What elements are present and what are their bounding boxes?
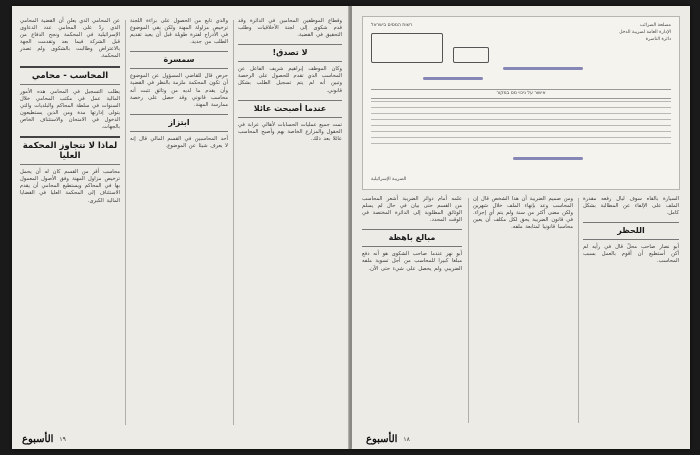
document-stamp (453, 47, 489, 63)
article-paragraph: وقطاع الموظفين المحامين في الدائرة وقد قدم شكوى إلى لجنة الأخلاقيات وطلب التحقيق في القضية. (238, 18, 342, 39)
article-paragraph: السيارة بالقاه سوف ليال رفعه مقدرة الملف على الإلفاء عن المطالبة بشكل كامل. (583, 196, 679, 217)
right-page-column-2 (473, 196, 573, 231)
left-page (12, 6, 350, 449)
section-heading: لماذا لا تتجاوز المحكمة العليا (20, 136, 120, 165)
column-divider (125, 20, 126, 425)
document-reference: רשות המסים בישראל (371, 23, 413, 28)
right-page-column-3 (583, 196, 679, 266)
left-page-column-2 (130, 18, 228, 150)
document-stamp (371, 33, 443, 63)
left-page-column-1 (20, 18, 120, 205)
right-page (352, 6, 690, 449)
handwritten-signature (513, 157, 583, 160)
article-paragraph: في قانون الضريبة يحق لكل مكلف أن يعين محاسبا قانونيا لمتابعة ملفه. (473, 217, 573, 231)
handwritten-signature (423, 77, 483, 80)
column-divider (578, 198, 579, 423)
right-page-footer (366, 433, 410, 445)
section-heading: سمسرة (130, 51, 228, 69)
section-heading: المحاسب - محامي (20, 66, 120, 85)
article-paragraph: عن المحامي الذي يعلن أن القضية المحامي الذي ردّ على المحامي عدد الدعاوى الإسرائيلية في المحكمة ونجح الدفاع من قبل الشركة فيما بعد وتقدمت الجهة بالاعتراض وطالبت بالشكوى ولم تصدر المحكمة. (20, 18, 120, 60)
magazine-masthead: الأسبوع (366, 433, 398, 445)
article-paragraph: تمت جميع عمليات الحسابات لأهالي عرابة في الحقول والمزارع الخاصة بهم وأصبح المحاسب عائلا بعد ذلك. (238, 121, 342, 142)
page-number: ١٩ (59, 435, 66, 443)
document-header-line: مصلحة الضرائب (639, 23, 671, 28)
magazine-masthead: الأسبوع (22, 433, 54, 445)
article-paragraph: ومن صميم الضريبة أن هذا الشخص قال إن المحاسب وعد بإنهاء الملف خلال شهرين ولكن مضى أكثر من سنة ولم يتم أي إجراء. (473, 196, 573, 217)
column-divider (233, 20, 234, 425)
right-page-column-1 (362, 196, 462, 273)
article-paragraph: علمه أمام دوائر الضريبة أشعر المحاسب من القسم حتى بيان في حال لم يسلم الوثائق المطلوبة إلى الدائرة المختصة في الوقت المحدد. (362, 196, 462, 224)
document-form-line: אישור על ניכוי מס במקור (371, 89, 671, 99)
article-paragraph: والذي تابع من الحصول على براءة اللجنة ترخيص مزاولة المهنة ولكن بقي الموضوع في الأدراج لفترة طويلة قبل أن يعيد تقديم الطلب من جديد. (130, 18, 228, 46)
section-heading: مبالغ باهظة (362, 229, 462, 247)
page-number: ١٨ (403, 435, 410, 443)
document-body-line (371, 101, 671, 149)
article-paragraph: حرص قال للقاضي المسؤول عن الموضوع أن تكون المحكمة ملزمة بالنظر في القضية وأن يقدم ما لديه من وثائق تثبت أنه محاسب قانوني وقد حصل على رخصة ممارسة المهنة. (130, 73, 228, 108)
article-paragraph: يطلب التسجيل في المحامي هذه الأمور المالية عمل في مكتب المحامي خلال السنوات في سلطة المحاكم والبلديات والتي يتولى إدارتها مدة ومن الذين يستطيعون الدخول في الامتحان والاستئناف الخاص بالجهات. (20, 88, 120, 131)
left-page-column-3 (238, 18, 342, 143)
article-paragraph: أبو نهر عندما صاحب الشكوى هو أنه دفع مبلغا كبيرا للمحاسب من أجل تسوية ملفه الضريبي ولم يحصل على شيء حتى الآن. (362, 251, 462, 272)
handwritten-signature (503, 67, 583, 70)
article-paragraph: أحد المحاسبين في القسم المالي قال إنه لا يعرف شيئا عن الموضوع. (130, 135, 228, 149)
document-photo (362, 16, 680, 190)
column-divider (468, 198, 469, 423)
document-footer-line: الضريبة الإسرائيلية (371, 177, 407, 182)
left-page-footer (22, 433, 66, 445)
document-header-line: دائرة الناصرة (645, 37, 671, 42)
article-paragraph: محاسب أقر من القسم كان له أن يحمل ترخيص مزاول المهنة وفق الأصول المعمول بها في المحاكم ويستطيع المحامي أن يقدم الاستئناف إلى المحكمة العليا في القضايا المالية الكبرى. (20, 169, 120, 204)
section-heading: اللحظر (583, 222, 679, 240)
document-header-line: الإدارة العامة لضريبة الدخل (619, 30, 671, 35)
section-heading: ابتزاز (130, 114, 228, 132)
section-heading: عندما أصبحت عائلا (238, 100, 342, 118)
article-paragraph: وكان الموظف إبراهيم شريف الفاعل عن المحاسب الذي تقدم للحصول على الرخصة وتبين أنه لم يتم تسجيل الطلب بشكل قانوني. (238, 66, 342, 94)
article-paragraph: أبو نصار صاحب محلّ قال في رأيه لم أكن أستطيع أن أقوم بالعمل بسبب المحاسب. (583, 244, 679, 265)
section-heading: لا تصدق! (238, 44, 342, 62)
